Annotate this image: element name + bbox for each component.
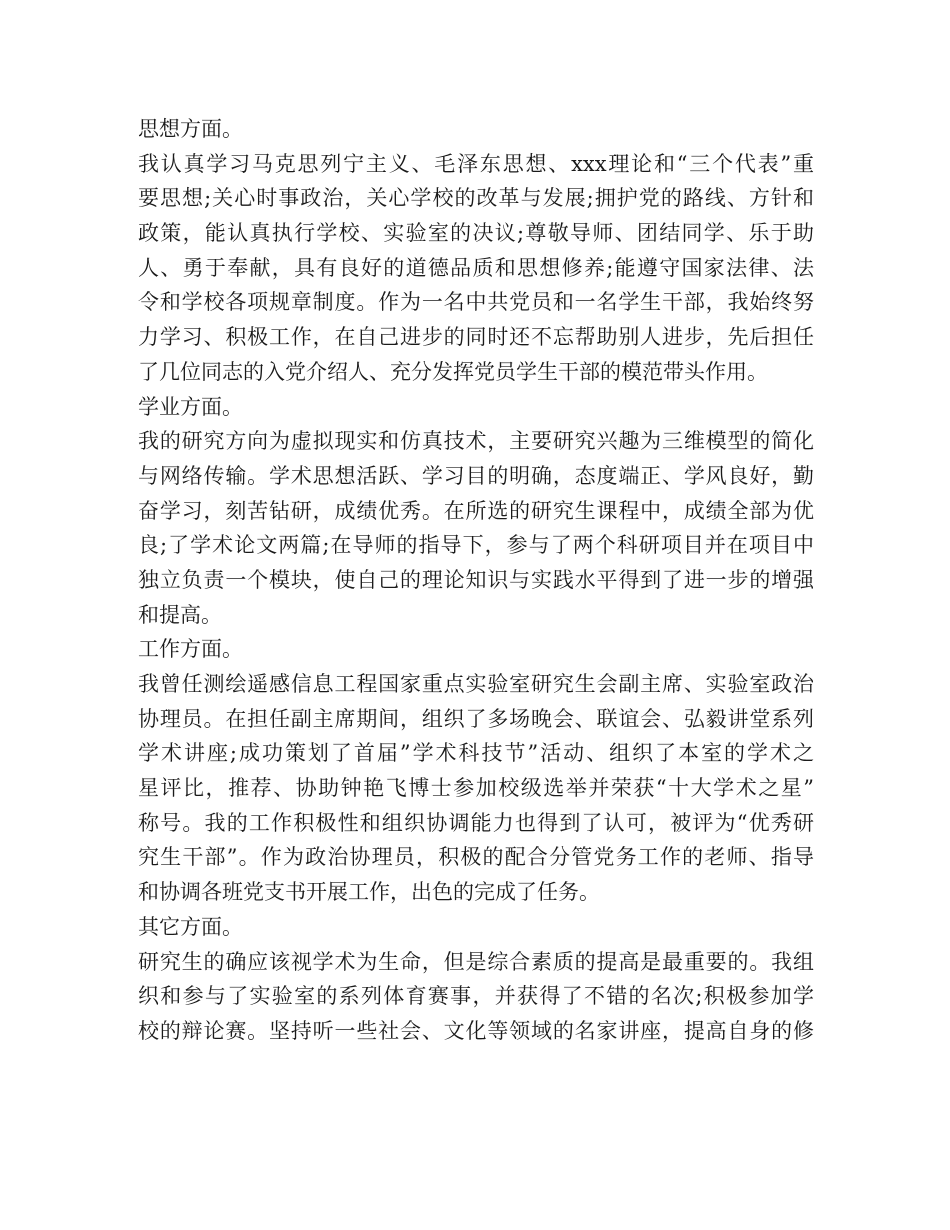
paragraph-line: 协理员。在担任副主席期间，组织了多场晚会、联谊会、弘毅讲堂系列 <box>138 706 814 731</box>
paragraph-line: 研究生的确应该视学术为生命，但是综合素质的提高是最重要的。我组 <box>138 949 814 974</box>
paragraph-line: 究生干部”。作为政治协理员，积极的配合分管党务工作的老师、指导 <box>138 845 814 870</box>
section-heading-other: 其它方面。 <box>138 914 243 939</box>
paragraph-line: 和提高。 <box>138 602 222 627</box>
document-body <box>138 112 814 1049</box>
paragraph-line: 政策，能认真执行学校、实验室的决议;尊敬导师、团结同学、乐于助 <box>138 221 814 246</box>
paragraph-line: 星评比，推荐、协助钟艳飞博士参加校级选举并荣获“十大学术之星” <box>138 776 814 801</box>
paragraph-line: 我的研究方向为虚拟现实和仿真技术，主要研究兴趣为三维模型的简化 <box>138 429 814 454</box>
section-heading-ideology: 思想方面。 <box>138 117 243 141</box>
paragraph-line: 奋学习，刻苦钻研，成绩优秀。在所选的研究生课程中，成绩全部为优 <box>138 498 814 523</box>
paragraph-line: 校的辩论赛。坚持听一些社会、文化等领域的名家讲座，提高自身的修 <box>138 1018 814 1043</box>
paragraph-line: 良;了学术论文两篇;在导师的指导下，参与了两个科研项目并在项目中 <box>138 533 814 558</box>
paragraph-line: 我曾任测绘遥感信息工程国家重点实验室研究生会副主席、实验室政治 <box>138 672 814 696</box>
section-heading-academics: 学业方面。 <box>138 394 243 419</box>
paragraph-line: 了几位同志的入党介绍人、充分发挥党员学生干部的模范带头作用。 <box>138 359 768 384</box>
paragraph-line: 要思想;关心时事政治，关心学校的改革与发展;拥护党的路线、方针和 <box>138 186 814 211</box>
paragraph-line: 称号。我的工作积极性和组织协调能力也得到了认可，被评为“优秀研 <box>138 810 814 835</box>
paragraph-line: 和协调各班党支书开展工作，出色的完成了任务。 <box>138 880 600 905</box>
paragraph-line: 力学习、积极工作，在自己进步的同时还不忘帮助别人进步，先后担任 <box>138 325 814 350</box>
section-heading-work: 工作方面。 <box>138 637 243 662</box>
paragraph-line: 与网络传输。学术思想活跃、学习目的明确，态度端正、学风良好，勤 <box>138 463 814 488</box>
paragraph-line: 人、勇于奉献，具有良好的道德品质和思想修养;能遵守国家法律、法 <box>138 255 814 280</box>
paragraph-line: 令和学校各项规章制度。作为一名中共党员和一名学生干部，我始终努 <box>138 290 814 315</box>
paragraph-line: 独立负责一个模块，使自己的理论知识与实践水平得到了进一步的增强 <box>138 567 814 592</box>
paragraph-line: 织和参与了实验室的系列体育赛事，并获得了不错的名次;积极参加学 <box>138 984 814 1009</box>
paragraph-line: 我认真学习马克思列宁主义、毛泽东思想、xxx理论和“三个代表”重 <box>138 151 814 176</box>
paragraph-line: 学术讲座;成功策划了首届”学术科技节”活动、组织了本室的学术之 <box>138 741 814 766</box>
